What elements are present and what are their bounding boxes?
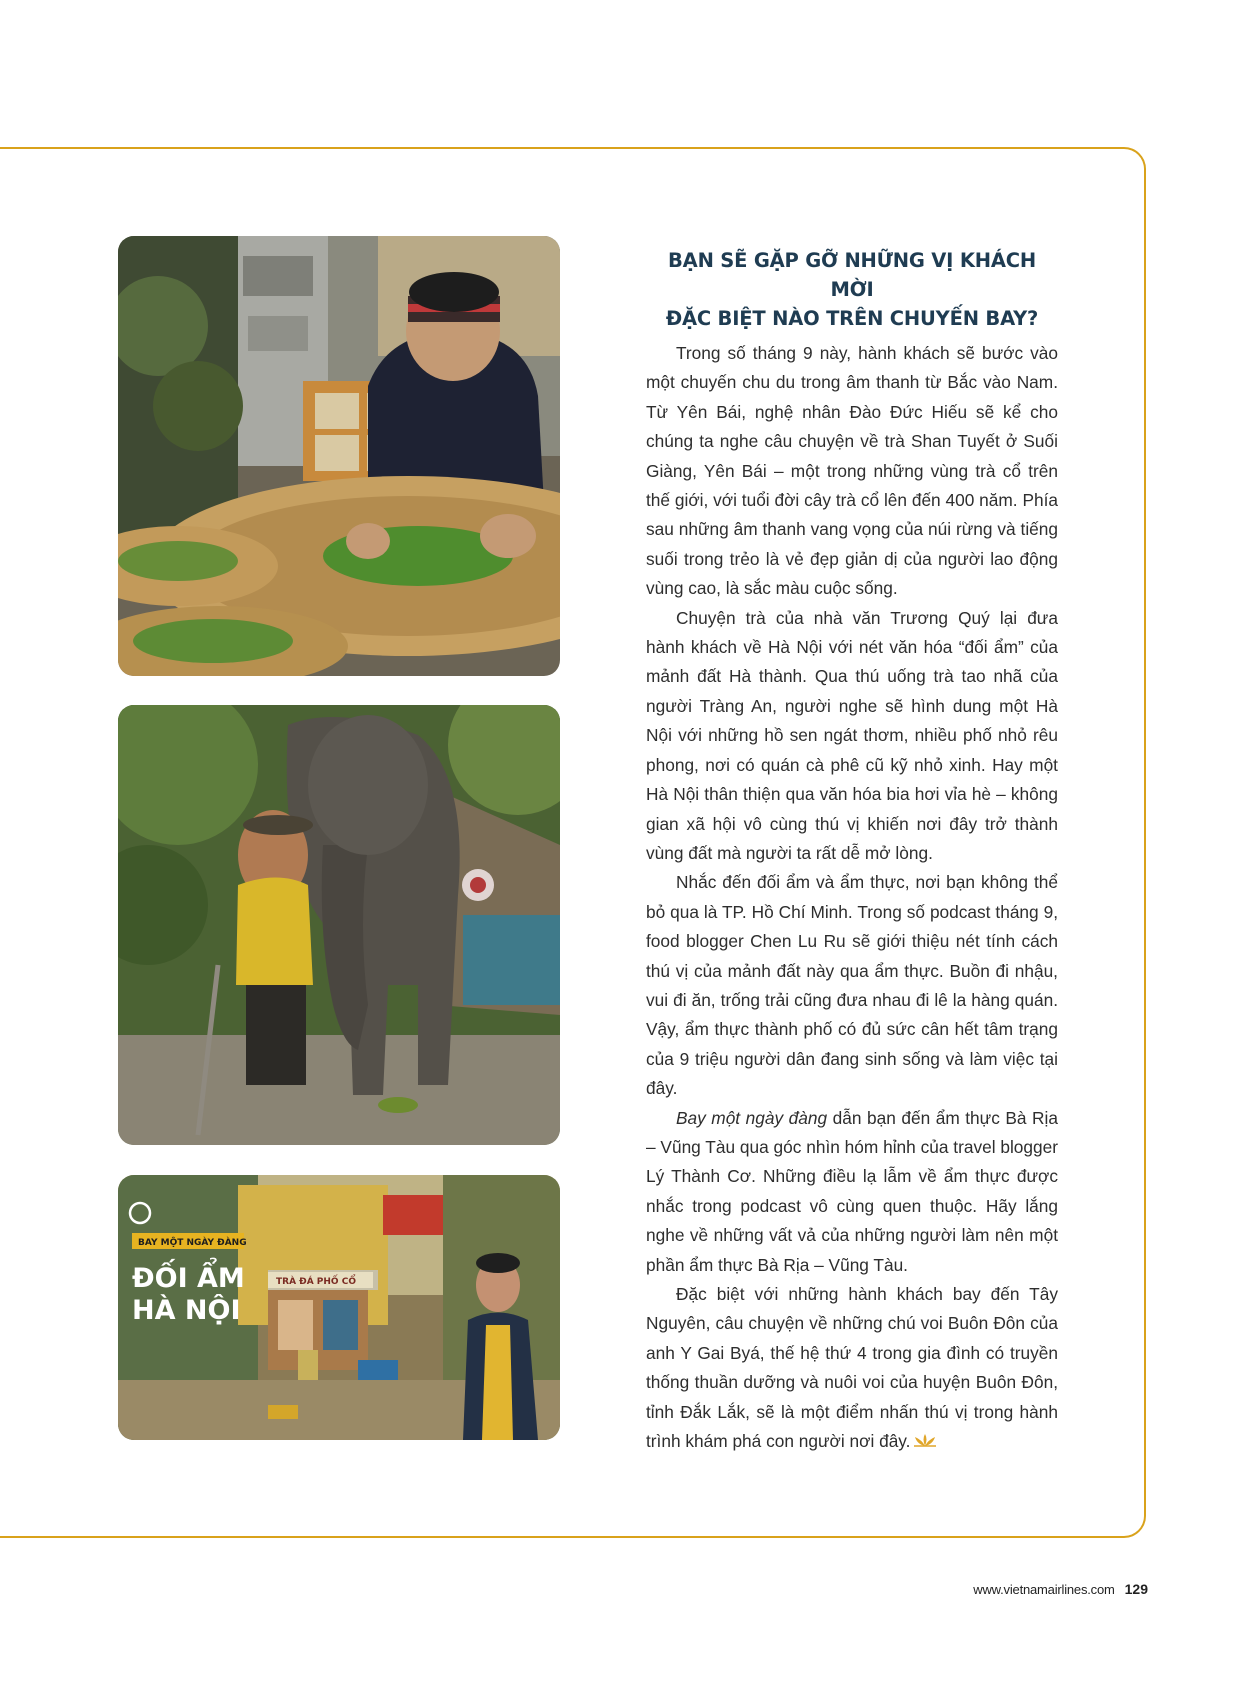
poster-title-line1: ĐỐI ẨM: [132, 1263, 245, 1294]
podcast-name-italic: Bay một ngày đàng: [676, 1107, 828, 1128]
lotus-icon: [912, 1432, 938, 1448]
paragraph-5: [646, 1280, 1058, 1456]
poster-title-line2: HÀ NỘI: [132, 1295, 241, 1326]
paragraph-2: Chuyện trà của nhà văn Trương Quý lại đưa hành khách về Hà Nội với nét văn hóa “đối ẩm” của mảnh đất Hà thành. Qua thú uống trà tao nhã của người Tràng An, người nghe sẽ hình dung một Hà Nội với những hồ sen ngát thơm, nhiều phố nhỏ rêu phong, nơi có quán cà phê cũ kỹ nhỏ xinh. Hay một Hà Nội thân thiện qua văn hóa bia hơi vỉa hè – không gian xã hội vô cùng thú vị khiến nơi đây trở thành vùng đất mà người ta rất dễ mở lòng.: [646, 607, 1058, 863]
tea-artisan-photo: [118, 236, 560, 676]
paragraph-3: Nhắc đến đối ẩm và ẩm thực, nơi bạn không thể bỏ qua là TP. Hồ Chí Minh. Trong số podcast tháng 9, food blogger Chen Lu Ru sẽ giới thiệu nét tính cách thú vị của mảnh đất này qua ẩm thực. Buồn đi nhậu, vui đi ăn, trống trải cũng đưa nhau đi lê la hàng quán. Vậy, ẩm thực thành phố có đủ sức cân hết tâm trạng của 9 triệu người dân đang sinh sống và làm việc tại đây.: [646, 872, 1058, 1099]
paragraph-1: Trong số tháng 9 này, hành khách sẽ bước vào một chuyến chu du trong âm thanh từ Bắc vào Nam. Từ Yên Bái, nghệ nhân Đào Đức Hiếu sẽ kể cho chúng ta nghe câu chuyện về trà Shan Tuyết ở Suối Giàng, Yên Bái – một trong những vùng trà cổ trên thế giới, với tuổi đời cây trà cổ lên đến 400 năm. Phía sau những âm thanh vang vọng của núi rừng và tiếng suối trong trẻo là vẻ đẹp giản dị của người lao động vùng cao, là sắc màu cuộc sống.: [646, 343, 1058, 599]
podcast-poster: [118, 1175, 560, 1440]
article-column: [646, 246, 1058, 1456]
poster-banner-text: BAY MỘT NGÀY ĐÀNG: [138, 1238, 247, 1248]
paragraph-4: [646, 1104, 1058, 1280]
page-footer: [973, 1581, 1148, 1597]
paragraph-4-text: dẫn bạn đến ẩm thực Bà Rịa – Vũng Tàu qua góc nhìn hóm hỉnh của travel blogger Lý Thành Cơ. Những điều lạ lẫm về ẩm thực được nhắc trong podcast vô cùng quen thuộc. Hãy lắng nghe về những vất vả của những người làm nên một phần ẩm thực Bà Rịa – Vũng Tàu.: [646, 1107, 1058, 1275]
article-headline: [646, 246, 1058, 333]
paragraph-5-text: Đặc biệt với những hành khách bay đến Tây Nguyên, câu chuyện về những chú voi Buôn Đôn của anh Y Gai Byá, thế hệ thứ 4 trong gia đình có truyền thống thuần dưỡng và nuôi voi của huyện Buôn Đôn, tỉnh Đắk Lắk, sẽ là một điểm nhấn thú vị trong hành trình khám phá con người nơi đây.: [646, 1284, 1058, 1452]
footer-url: www.vietnamairlines.com: [973, 1582, 1115, 1597]
headline-line-1: BẠN SẼ GẶP GỠ NHỮNG VỊ KHÁCH MỜI: [668, 249, 1036, 301]
page-number: 129: [1124, 1581, 1148, 1597]
elephant-photo: [118, 705, 560, 1145]
headline-line-2: ĐẶC BIỆT NÀO TRÊN CHUYẾN BAY?: [665, 307, 1039, 330]
poster-shop-sign: TRÀ ĐÁ PHỐ CỔ: [276, 1277, 356, 1287]
